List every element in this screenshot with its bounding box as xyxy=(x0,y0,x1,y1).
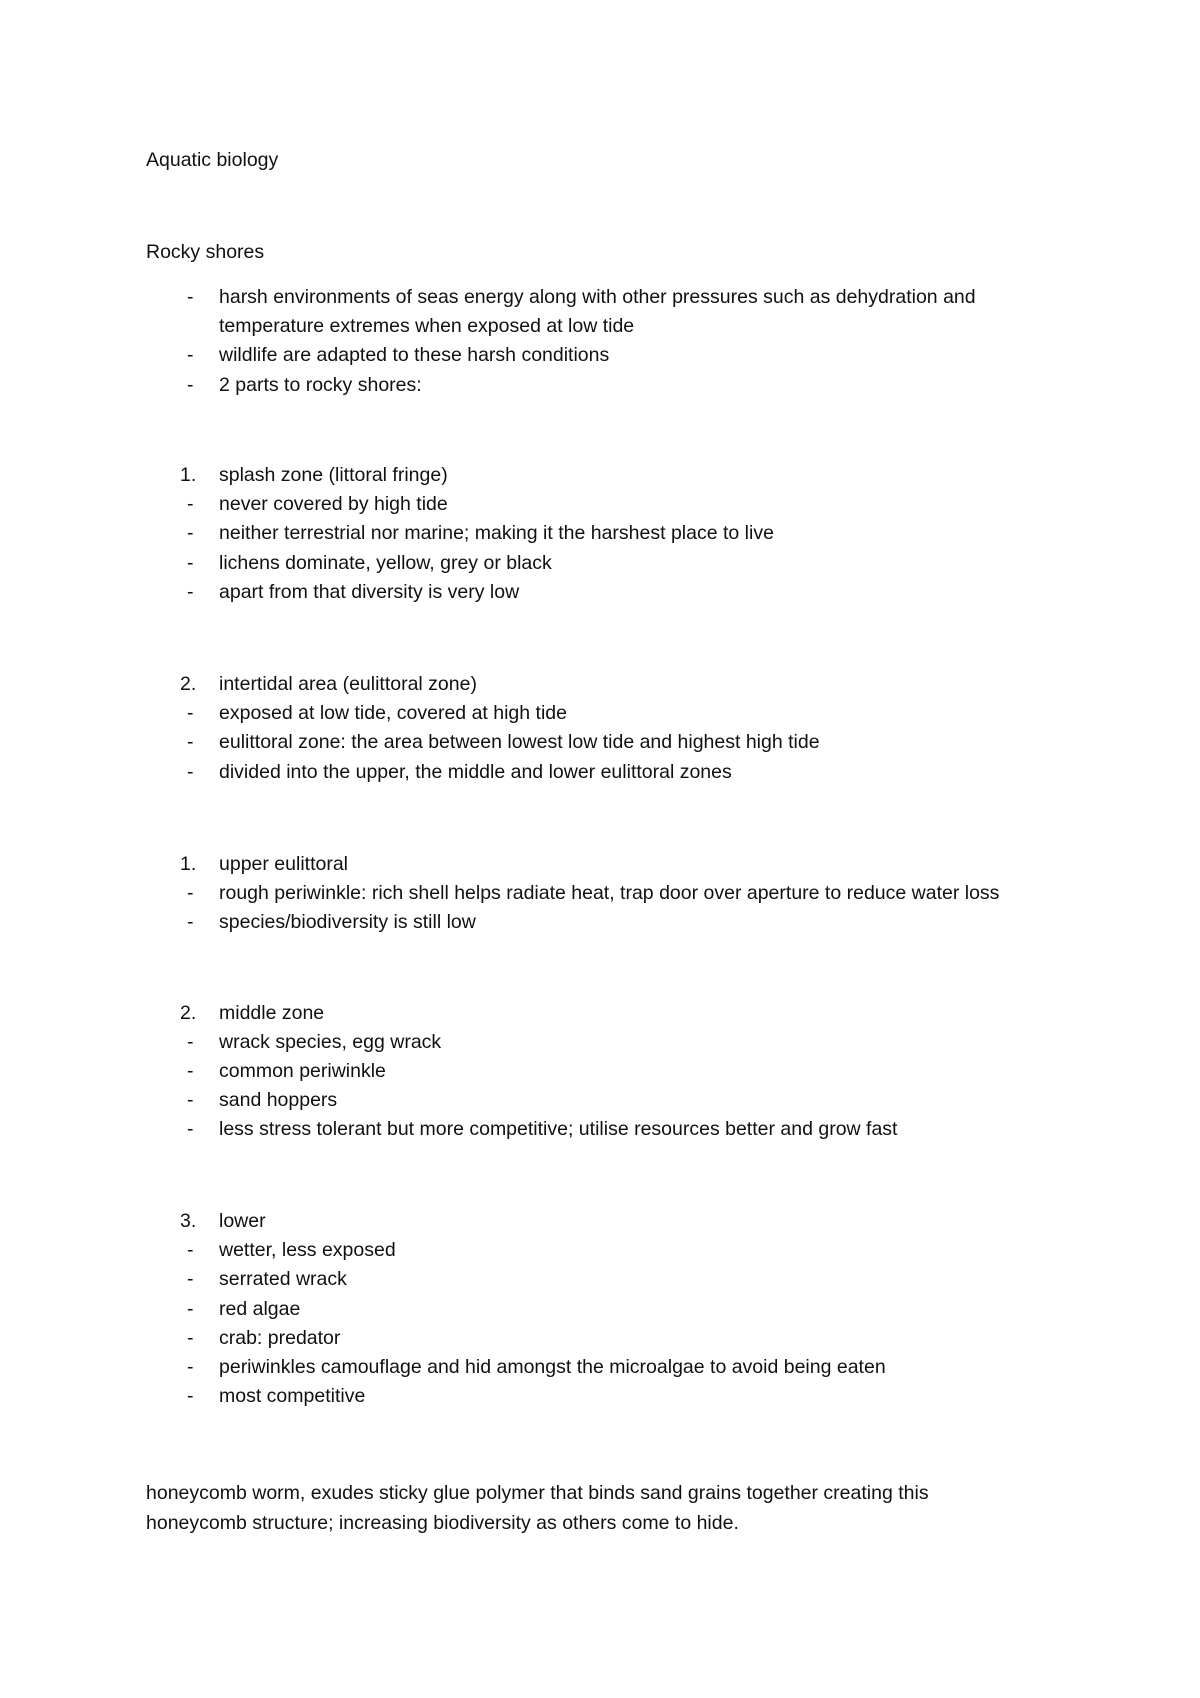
bullet-dash: - xyxy=(187,731,194,753)
list-number: 1. xyxy=(180,464,197,486)
bullet-dash: - xyxy=(187,1031,194,1053)
intro-bullet: harsh environments of seas energy along with other pressures such as dehydration and xyxy=(219,286,976,308)
zone-bullet: neither terrestrial nor marine; making it the harshest place to live xyxy=(219,522,774,544)
subzone-bullet: crab: predator xyxy=(219,1327,341,1349)
intro-bullet: wildlife are adapted to these harsh conditions xyxy=(219,344,610,366)
bullet-dash: - xyxy=(187,1298,194,1320)
bullet-dash: - xyxy=(187,1356,194,1378)
subzone-bullet: most competitive xyxy=(219,1385,366,1407)
intro-bullet: 2 parts to rocky shores: xyxy=(219,374,422,396)
subzone-bullet: wrack species, egg wrack xyxy=(219,1031,442,1053)
zone-bullet: divided into the upper, the middle and lower eulittoral zones xyxy=(219,761,732,783)
list-number: 2. xyxy=(180,673,197,695)
document-title: Aquatic biology xyxy=(146,149,279,171)
bullet-dash: - xyxy=(187,552,194,574)
zone-heading: splash zone (littoral fringe) xyxy=(219,464,448,486)
zone-bullet: eulittoral zone: the area between lowest low tide and highest high tide xyxy=(219,731,820,753)
list-number: 1. xyxy=(180,853,197,875)
subzone-bullet: serrated wrack xyxy=(219,1268,347,1290)
list-number: 2. xyxy=(180,1002,197,1024)
intro-bullet-continuation: temperature extremes when exposed at low tide xyxy=(219,315,635,337)
zone-bullet: exposed at low tide, covered at high tide xyxy=(219,702,567,724)
bullet-dash: - xyxy=(187,286,194,308)
bullet-dash: - xyxy=(187,344,194,366)
bullet-dash: - xyxy=(187,1089,194,1111)
subzone-bullet: sand hoppers xyxy=(219,1089,338,1111)
bullet-dash: - xyxy=(187,1327,194,1349)
bullet-dash: - xyxy=(187,581,194,603)
closing-paragraph-line: honeycomb structure; increasing biodiversity as others come to hide. xyxy=(146,1512,739,1534)
bullet-dash: - xyxy=(187,911,194,933)
bullet-dash: - xyxy=(187,1239,194,1261)
subzone-bullet: red algae xyxy=(219,1298,301,1320)
closing-paragraph-line: honeycomb worm, exudes sticky glue polymer that binds sand grains together creating this xyxy=(146,1482,929,1504)
subzone-bullet: species/biodiversity is still low xyxy=(219,911,476,933)
section-heading: Rocky shores xyxy=(146,241,265,263)
bullet-dash: - xyxy=(187,374,194,396)
subzone-heading: middle zone xyxy=(219,1002,325,1024)
subzone-bullet: common periwinkle xyxy=(219,1060,386,1082)
subzone-bullet: less stress tolerant but more competitive; utilise resources better and grow fast xyxy=(219,1118,898,1140)
zone-bullet: never covered by high tide xyxy=(219,493,448,515)
bullet-dash: - xyxy=(187,493,194,515)
zone-heading: intertidal area (eulittoral zone) xyxy=(219,673,477,695)
bullet-dash: - xyxy=(187,761,194,783)
bullet-dash: - xyxy=(187,882,194,904)
subzone-heading: upper eulittoral xyxy=(219,853,348,875)
bullet-dash: - xyxy=(187,702,194,724)
subzone-heading: lower xyxy=(219,1210,266,1232)
list-number: 3. xyxy=(180,1210,197,1232)
bullet-dash: - xyxy=(187,1385,194,1407)
bullet-dash: - xyxy=(187,1118,194,1140)
subzone-bullet: rough periwinkle: rich shell helps radiate heat, trap door over aperture to reduce water loss xyxy=(219,882,1000,904)
subzone-bullet: wetter, less exposed xyxy=(219,1239,396,1261)
bullet-dash: - xyxy=(187,522,194,544)
zone-bullet: apart from that diversity is very low xyxy=(219,581,520,603)
subzone-bullet: periwinkles camouflage and hid amongst the microalgae to avoid being eaten xyxy=(219,1356,886,1378)
zone-bullet: lichens dominate, yellow, grey or black xyxy=(219,552,552,574)
bullet-dash: - xyxy=(187,1268,194,1290)
bullet-dash: - xyxy=(187,1060,194,1082)
